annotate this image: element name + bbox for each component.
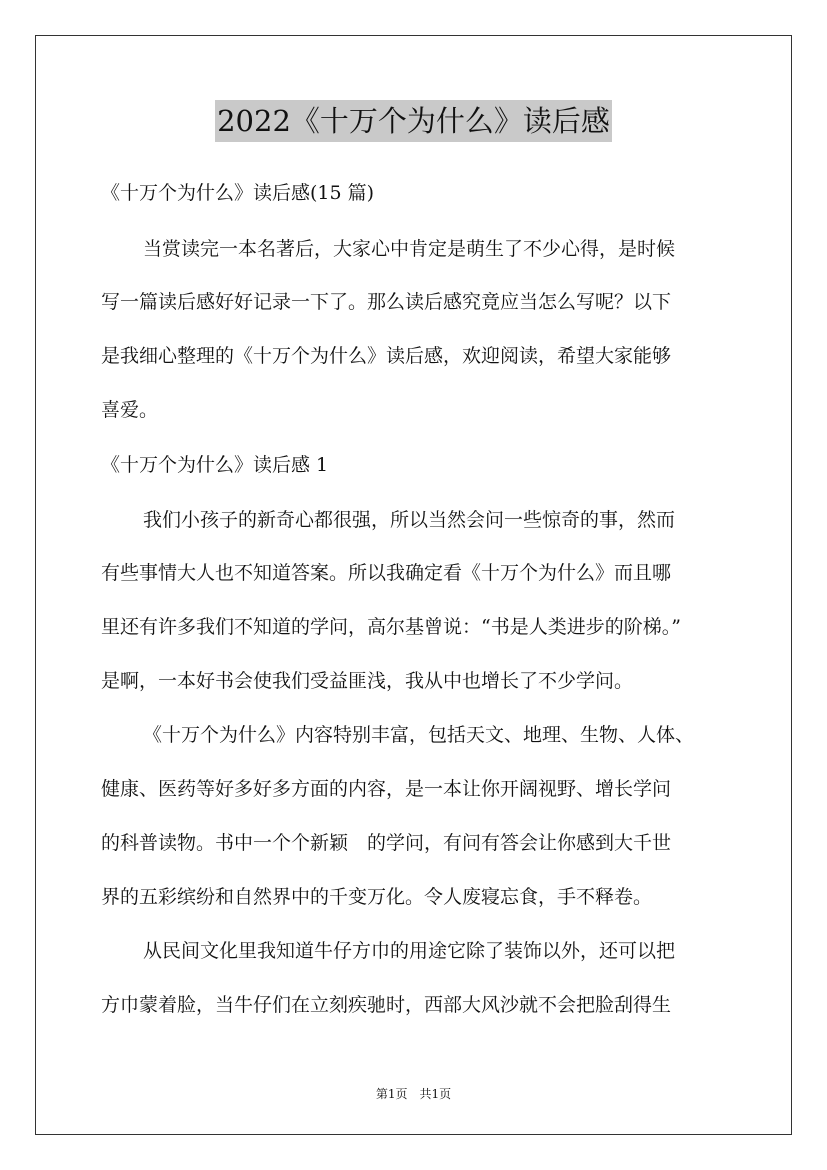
body-line: 里还有许多我们不知道的学问，高尔基曾说：“书是人类进步的阶梯。” — [101, 616, 681, 638]
body-line: 当赏读完一本名著后，大家心中肯定是萌生了不少心得，是时候 — [143, 238, 676, 260]
body-line: 我们小孩子的新奇心都很强，所以当然会问一些惊奇的事，然而 — [143, 509, 676, 531]
body-line: 喜爱。 — [101, 399, 159, 421]
body-line: 是我细心整理的《十万个为什么》读后感，欢迎阅读，希望大家能够 — [101, 345, 672, 367]
body-line: 健康、医药等好多好多方面的内容，是一本让你开阔视野、增长学问 — [101, 778, 672, 800]
body-line: 从民间文化里我知道牛仔方巾的用途它除了装饰以外，还可以把 — [143, 940, 676, 962]
body-line: 是啊，一本好书会使我们受益匪浅，我从中也增长了不少学问。 — [101, 670, 634, 692]
page-number-footer: 第1页 共1页 — [375, 1087, 452, 1101]
subtitle-line: 《十万个为什么》读后感(15 篇) — [101, 182, 375, 204]
document-title: 2022《十万个为什么》读后感 — [215, 100, 612, 142]
body-line: 有些事情大人也不知道答案。所以我确定看《十万个为什么》而且哪 — [101, 562, 672, 584]
body-line: 的科普读物。书中一个个新颖 的学问，有问有答会让你感到大千世 — [101, 832, 672, 854]
body-line: 写一篇读后感好好记录一下了。那么读后感究竟应当怎么写呢？以下 — [101, 291, 672, 313]
section-heading: 《十万个为什么》读后感 1 — [101, 454, 329, 476]
body-line: 界的五彩缤纷和自然界中的千变万化。令人废寝忘食，手不释卷。 — [101, 886, 653, 908]
title-container — [0, 100, 827, 142]
body-line: 方巾蒙着脸，当牛仔们在立刻疾驰时，西部大风沙就不会把脸刮得生 — [101, 994, 672, 1016]
body-line: 《十万个为什么》内容特别丰富，包括天文、地理、生物、人体、 — [143, 724, 695, 746]
